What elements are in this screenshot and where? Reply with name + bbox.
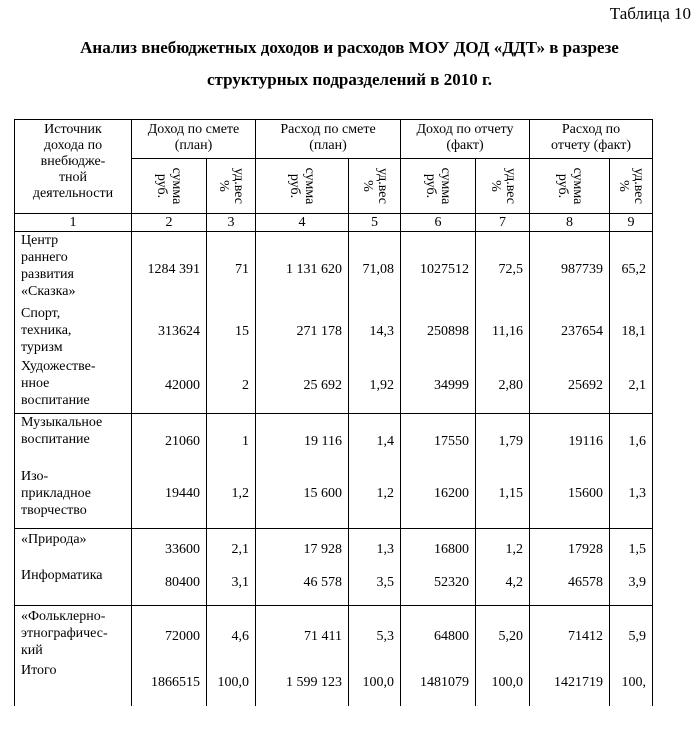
row-value: 71 411 xyxy=(256,606,349,663)
row-value: 1,3 xyxy=(610,468,653,529)
row-value: 237654 xyxy=(530,305,610,358)
row-value: 1,15 xyxy=(476,468,530,529)
row-value: 14,3 xyxy=(349,305,401,358)
row-value: 18,1 xyxy=(610,305,653,358)
row-value: 1,4 xyxy=(349,414,401,469)
row-value: 16800 xyxy=(401,529,476,568)
row-value: 11,16 xyxy=(476,305,530,358)
table-row xyxy=(15,606,653,663)
row-value: 42000 xyxy=(132,358,207,414)
column-number: 3 xyxy=(207,214,256,232)
row-value: 1,2 xyxy=(476,529,530,568)
row-value: 64800 xyxy=(401,606,476,663)
row-value: 2,80 xyxy=(476,358,530,414)
table-number-label: Таблица 10 xyxy=(609,4,691,23)
row-value: 80400 xyxy=(132,567,207,606)
row-value: 1,5 xyxy=(610,529,653,568)
table-row xyxy=(15,529,653,568)
row-value: 1,6 xyxy=(610,414,653,469)
column-number: 1 xyxy=(15,214,132,232)
header-expense-fact: Расход по отчету (факт) xyxy=(530,120,653,159)
row-value: 17 928 xyxy=(256,529,349,568)
row-value: 4,2 xyxy=(476,567,530,606)
row-value: 46578 xyxy=(530,567,610,606)
row-value: 5,3 xyxy=(349,606,401,663)
row-value: 1027512 xyxy=(401,232,476,306)
row-value: 33600 xyxy=(132,529,207,568)
row-source-name: Спорт, техника, туризм xyxy=(15,305,132,358)
row-value: 4,6 xyxy=(207,606,256,663)
row-value: 71 xyxy=(207,232,256,306)
row-value: 19116 xyxy=(530,414,610,469)
row-value: 1 131 620 xyxy=(256,232,349,306)
table-row-total xyxy=(15,662,653,706)
row-source-name: Итого xyxy=(15,662,132,706)
row-value: 2,1 xyxy=(207,529,256,568)
table-row xyxy=(15,567,653,606)
row-value: 25 692 xyxy=(256,358,349,414)
row-source-name: Изо- прикладное творчество xyxy=(15,468,132,529)
table-row xyxy=(15,414,653,469)
row-value: 271 178 xyxy=(256,305,349,358)
row-value: 1,2 xyxy=(349,468,401,529)
row-value: 2 xyxy=(207,358,256,414)
header-source: Источник дохода по внебюдже- тной деятельности xyxy=(15,120,132,214)
row-source-name: Музыкальное воспитание xyxy=(15,414,132,469)
table-row xyxy=(15,232,653,306)
header-share: уд.вес % xyxy=(610,159,653,214)
column-number: 5 xyxy=(349,214,401,232)
row-source-name: «Фольклерно- этнографичес- кий xyxy=(15,606,132,663)
row-value: 16200 xyxy=(401,468,476,529)
row-value: 72000 xyxy=(132,606,207,663)
column-number: 9 xyxy=(610,214,653,232)
row-value: 5,20 xyxy=(476,606,530,663)
row-value: 1866515 xyxy=(132,662,207,706)
row-value: 1 599 123 xyxy=(256,662,349,706)
header-share: уд.вес % xyxy=(476,159,530,214)
row-value: 72,5 xyxy=(476,232,530,306)
row-value: 71,08 xyxy=(349,232,401,306)
row-value: 71412 xyxy=(530,606,610,663)
row-value: 3,5 xyxy=(349,567,401,606)
row-value: 100, xyxy=(610,662,653,706)
row-value: 1,79 xyxy=(476,414,530,469)
row-source-name: Художестве- нное воспитание xyxy=(15,358,132,414)
row-value: 34999 xyxy=(401,358,476,414)
budget-table xyxy=(14,119,653,706)
row-value: 25692 xyxy=(530,358,610,414)
header-share: уд.вес % xyxy=(207,159,256,214)
row-value: 5,9 xyxy=(610,606,653,663)
table-row xyxy=(15,358,653,414)
row-value: 19 116 xyxy=(256,414,349,469)
row-value: 21060 xyxy=(132,414,207,469)
row-value: 250898 xyxy=(401,305,476,358)
row-value: 15 xyxy=(207,305,256,358)
row-value: 100,0 xyxy=(476,662,530,706)
column-number: 8 xyxy=(530,214,610,232)
header-sum: сумма руб. xyxy=(530,159,610,214)
row-value: 17928 xyxy=(530,529,610,568)
row-value: 1284 391 xyxy=(132,232,207,306)
row-value: 17550 xyxy=(401,414,476,469)
row-value: 1 xyxy=(207,414,256,469)
row-value: 1,92 xyxy=(349,358,401,414)
row-value: 3,9 xyxy=(610,567,653,606)
header-sum: сумма руб. xyxy=(132,159,207,214)
table-row xyxy=(15,468,653,529)
column-number: 7 xyxy=(476,214,530,232)
row-value: 46 578 xyxy=(256,567,349,606)
row-value: 19440 xyxy=(132,468,207,529)
row-value: 15 600 xyxy=(256,468,349,529)
row-value: 1481079 xyxy=(401,662,476,706)
row-value: 313624 xyxy=(132,305,207,358)
header-sum: сумма руб. xyxy=(256,159,349,214)
header-income-plan: Доход по смете (план) xyxy=(132,120,256,159)
row-source-name: Центр раннего развития «Сказка» xyxy=(15,232,132,306)
row-value: 15600 xyxy=(530,468,610,529)
header-share: уд.вес % xyxy=(349,159,401,214)
column-number: 4 xyxy=(256,214,349,232)
row-value: 100,0 xyxy=(207,662,256,706)
header-sum: сумма руб. xyxy=(401,159,476,214)
column-number: 6 xyxy=(401,214,476,232)
row-value: 987739 xyxy=(530,232,610,306)
row-value: 65,2 xyxy=(610,232,653,306)
header-income-fact: Доход по отчету (факт) xyxy=(401,120,530,159)
row-value: 52320 xyxy=(401,567,476,606)
row-value: 1,3 xyxy=(349,529,401,568)
column-number: 2 xyxy=(132,214,207,232)
row-value: 1,2 xyxy=(207,468,256,529)
row-value: 2,1 xyxy=(610,358,653,414)
document-title-line-2: структурных подразделений в 2010 г. xyxy=(206,70,492,89)
row-value: 100,0 xyxy=(349,662,401,706)
row-source-name: Информатика xyxy=(15,567,132,606)
row-value: 3,1 xyxy=(207,567,256,606)
table-row xyxy=(15,305,653,358)
header-expense-plan: Расход по смете (план) xyxy=(256,120,401,159)
row-value: 1421719 xyxy=(530,662,610,706)
row-source-name: «Природа» xyxy=(15,529,132,568)
document-title-line-1: Анализ внебюджетных доходов и расходов МОУ ДОД «ДДТ» в разрезе xyxy=(80,38,619,57)
